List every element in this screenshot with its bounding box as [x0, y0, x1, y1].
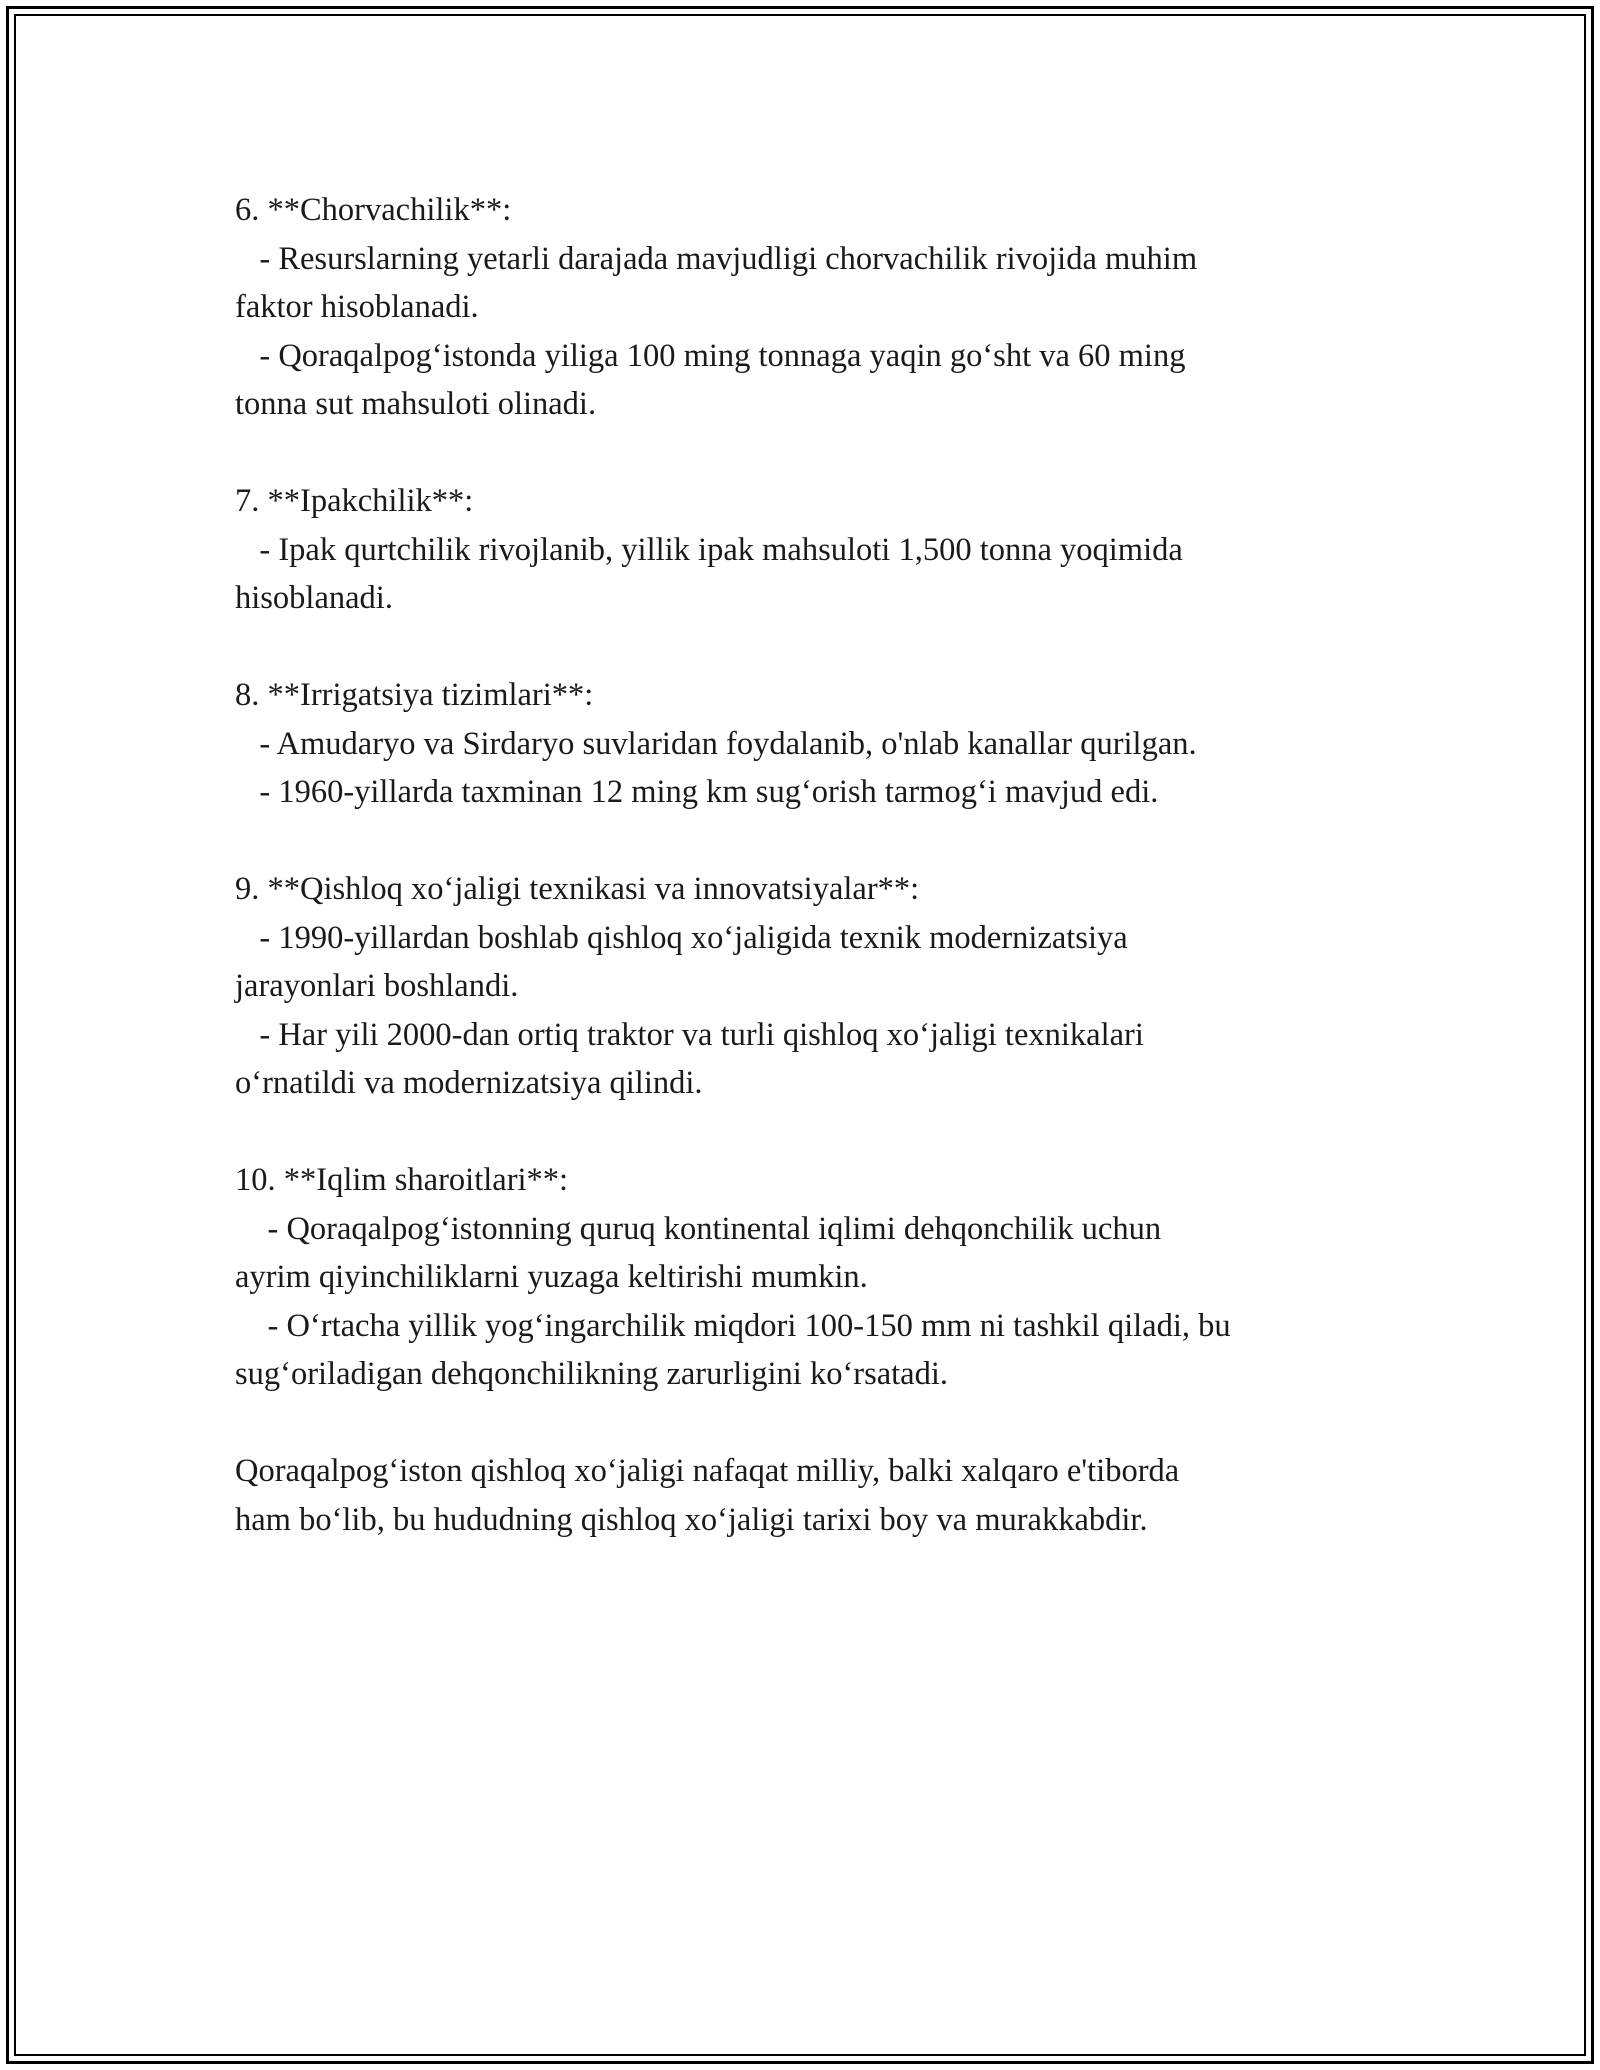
bullet-text-continued: ayrim qiyinchiliklarni yuzaga keltirishi mumkin. [235, 1259, 868, 1295]
section-heading: 6. **Chorvachilik**: [235, 192, 512, 228]
bullet-text-continued: sug‘oriladigan dehqonchilikning zarurligini ko‘rsatadi. [235, 1356, 949, 1392]
bullet-text-continued: o‘rnatildi va modernizatsiya qilindi. [235, 1065, 703, 1101]
section-heading: 10. **Iqlim sharoitlari**: [235, 1162, 569, 1198]
bullet-text: - Amudaryo va Sirdaryo suvlaridan foydalanib, o'nlab kanallar qurilgan. [235, 725, 1197, 762]
conclusion-text: ham bo‘lib, bu hududning qishloq xo‘jaligi tarixi boy va murakkabdir. [235, 1501, 1148, 1538]
conclusion-paragraph [235, 1447, 1385, 1544]
bullet-text-continued: jarayonlari boshlandi. [235, 968, 519, 1004]
bullet-text: - Qoraqalpog‘istonning quruq kontinental iqlimi dehqonchilik uchun [235, 1210, 1162, 1247]
section-heading: 8. **Irrigatsiya tizimlari**: [235, 677, 594, 713]
bullet-text-continued: hisoblanadi. [235, 580, 393, 616]
bullet-text-continued: faktor hisoblanadi. [235, 289, 479, 325]
section-texnika [235, 865, 1385, 1108]
bullet-text: - 1990-yillardan boshlab qishloq xo‘jaligida texnik modernizatsiya [235, 919, 1128, 956]
bullet-text: - O‘rtacha yillik yog‘ingarchilik miqdori 100-150 mm ni tashkil qiladi, bu [235, 1307, 1231, 1344]
document-body [235, 186, 1385, 1593]
bullet-text: - Har yili 2000-dan ortiq traktor va turli qishloq xo‘jaligi texnikalari [235, 1016, 1144, 1053]
section-irrigatsiya [235, 671, 1385, 817]
conclusion-text: Qoraqalpog‘iston qishloq xo‘jaligi nafaqat milliy, balki xalqaro e'tiborda [235, 1453, 1180, 1489]
section-ipakchilik [235, 477, 1385, 623]
section-heading: 9. **Qishloq xo‘jaligi texnikasi va innovatsiyalar**: [235, 871, 920, 907]
bullet-text: - Resurslarning yetarli darajada mavjudligi chorvachilik rivojida muhim [235, 240, 1198, 277]
bullet-text: - Ipak qurtchilik rivojlanib, yillik ipak mahsuloti 1,500 tonna yoqimida [235, 531, 1183, 568]
bullet-text: - Qoraqalpog‘istonda yiliga 100 ming tonnaga yaqin go‘sht va 60 ming [235, 337, 1186, 374]
section-chorvachilik [235, 186, 1385, 429]
section-iqlim [235, 1156, 1385, 1399]
section-heading: 7. **Ipakchilik**: [235, 483, 474, 519]
bullet-text: - 1960-yillarda taxminan 12 ming km sug‘orish tarmog‘i mavjud edi. [235, 774, 1159, 810]
bullet-text-continued: tonna sut mahsuloti olinadi. [235, 386, 597, 422]
